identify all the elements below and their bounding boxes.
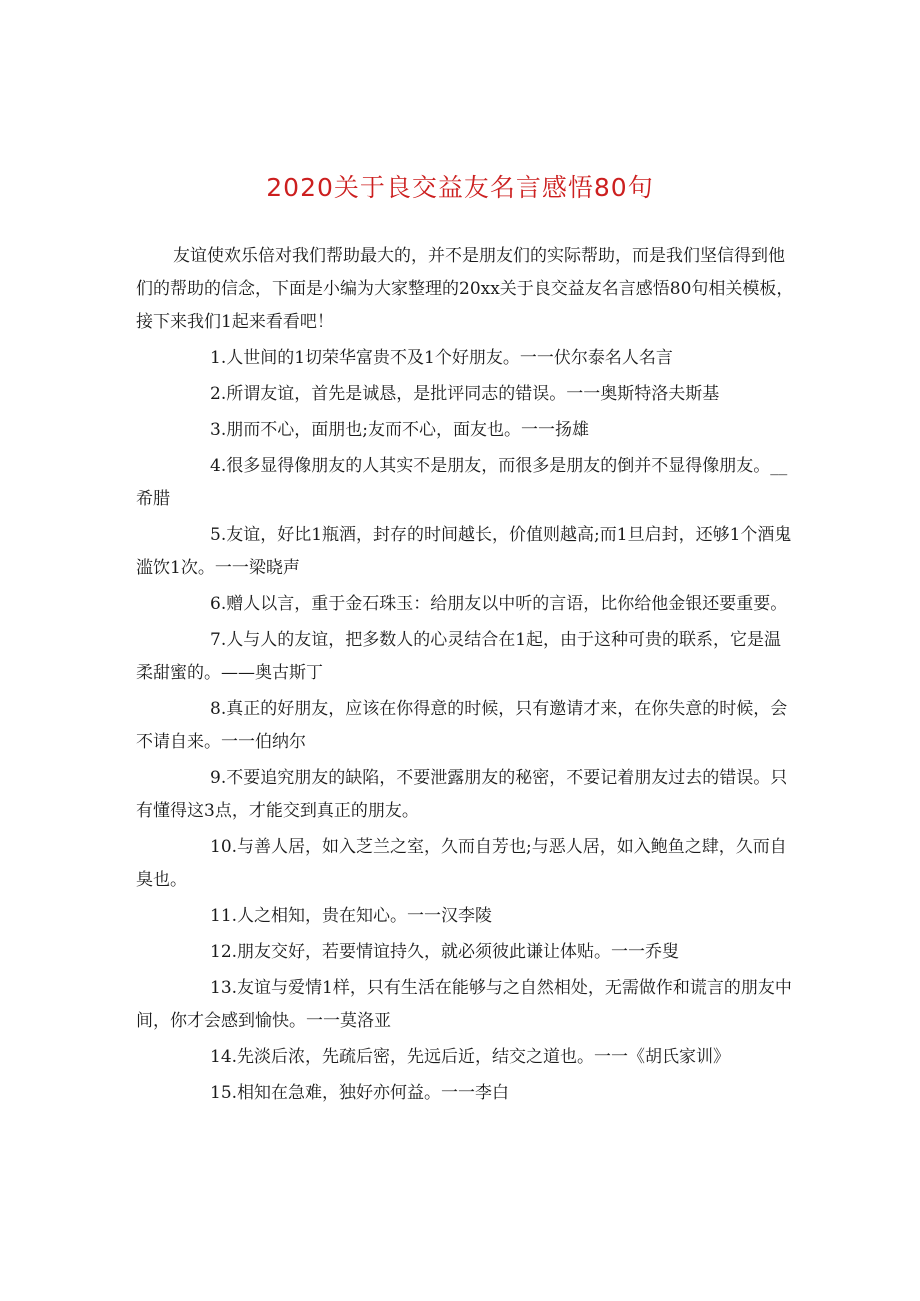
quote-text: .与善人居，如入芝兰之室，久而自芳也;与恶人居，如入鲍鱼之肆，久而自臭也。 [136,837,787,890]
quote-number: 15 [210,1083,232,1103]
quote-item [136,519,796,585]
quote-number: 5 [210,525,221,545]
quote-item [136,762,796,828]
quote-number: 8 [210,699,221,719]
quote-text: .朋友交好，若要情谊持久，就必须彼此谦让体贴。一一乔叟 [231,942,680,962]
quote-item [136,378,796,411]
quote-text: .不要追究朋友的缺陷，不要泄露朋友的秘密，不要记着朋友过去的错误。只有懂得这3点，才能交到真正的朋友。 [136,768,788,821]
quote-number: 3 [210,420,221,440]
quote-text: .人世间的1切荣华富贵不及1个好朋友。一一伏尔泰名人名言 [220,348,673,368]
quote-item [136,342,796,375]
quote-text: .人之相知，贵在知心。一一汉李陵 [231,906,493,926]
quote-text: .所谓友谊，首先是诚恳，是批评同志的错误。一一奥斯特洛夫斯基 [220,384,720,404]
quote-text: .赠人以言，重于金石珠玉：给朋友以中听的言语，比你给他金银还要重要。 [220,594,788,614]
quote-item [136,588,796,621]
document-title: 2020关于良交益友名言感悟80句 [266,173,654,202]
quote-number: 7 [210,630,221,650]
quote-item [136,414,796,447]
quote-list [136,342,796,1110]
quote-text: .相知在急难，独好亦何益。一一李白 [231,1083,510,1103]
quote-number: 9 [210,768,221,788]
quote-text: .先淡后浓，先疏后密，先远后近，结交之道也。一一《胡氏家训》 [231,1047,731,1067]
quote-item [136,624,796,690]
quote-item [136,1041,796,1074]
quote-number: 12 [210,942,232,962]
quote-number: 11 [210,906,232,926]
quote-text: .友谊与爱情1样，只有生活在能够与之自然相处，无需做作和谎言的朋友中间，你才会感到愉快。一一莫洛亚 [136,978,792,1031]
document-body [136,240,796,1113]
quote-text: .人与人的友谊，把多数人的心灵结合在1起，由于这种可贵的联系，它是温柔甜蜜的。——奥古斯丁 [136,630,782,683]
quote-number: 14 [210,1047,232,1067]
quote-number: 4 [210,456,221,476]
quote-item [136,693,796,759]
quote-item [136,450,796,516]
intro-paragraph: 友谊使欢乐倍对我们帮助最大的，并不是朋友们的实际帮助，而是我们坚信得到他们的帮助的信念，下面是小编为大家整理的20xx关于良交益友名言感悟80句相关模板，接下来我们1起来看看吧！ [136,246,794,332]
quote-text: .很多显得像朋友的人其实不是朋友，而很多是朋友的倒并不显得像朋友。__希腊 [136,456,788,509]
quote-text: .朋而不心，面朋也;友而不心，面友也。一一扬雄 [220,420,589,440]
quote-item [136,1077,796,1110]
quote-item [136,936,796,969]
quote-number: 10 [210,837,232,857]
quote-text: .真正的好朋友，应该在你得意的时候，只有邀请才来，在你失意的时候，会不请自来。一一伯纳尔 [136,699,788,752]
quote-item [136,972,796,1038]
quote-item [136,900,796,933]
quote-number: 2 [210,384,221,404]
quote-item [136,831,796,897]
quote-number: 13 [210,978,232,998]
quote-text: .友谊，好比1瓶酒，封存的时间越长，价值则越高;而1旦启封，还够1个酒鬼滥饮1次。一一梁晓声 [136,525,792,578]
quote-number: 1 [210,348,221,368]
quote-number: 6 [210,594,221,614]
